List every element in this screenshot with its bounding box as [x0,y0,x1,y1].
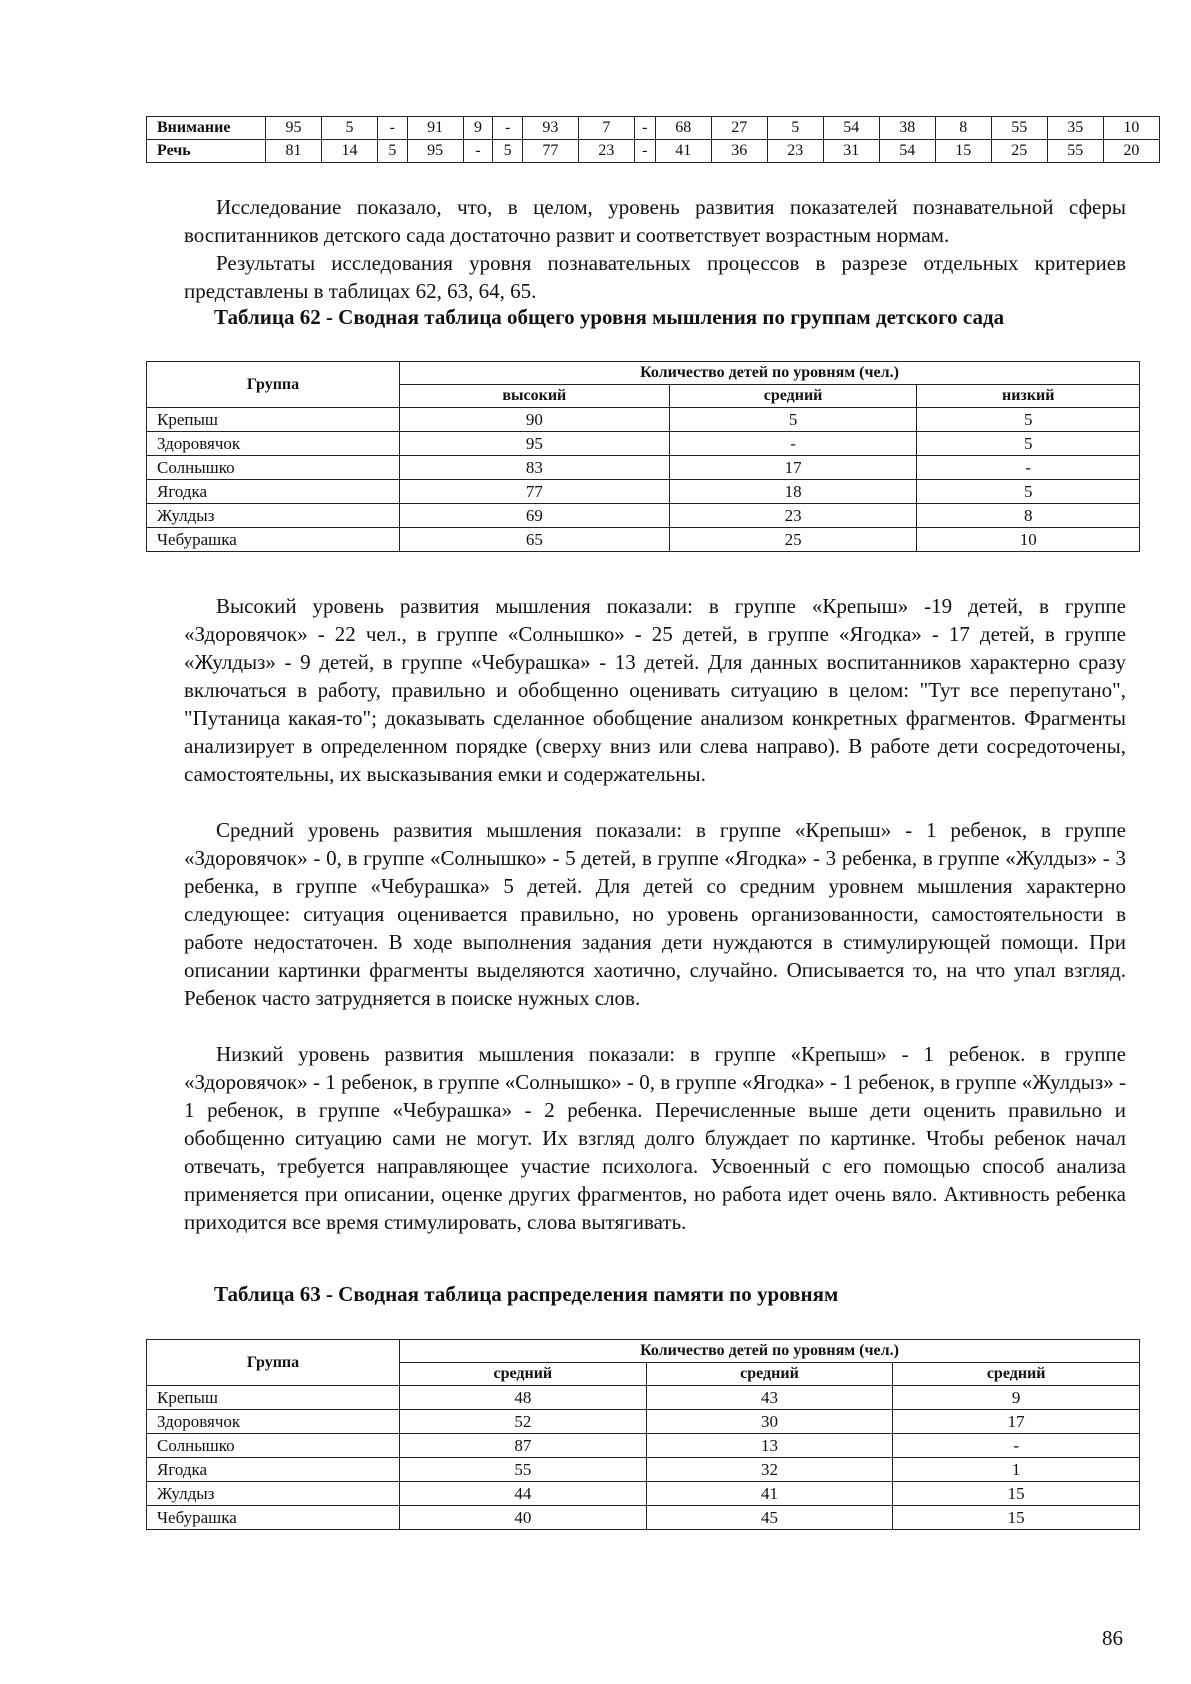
table-cell: 5 [767,117,823,140]
level-header: средний [646,1363,893,1386]
count-column-header: Количество детей по уровням (чел.) [400,362,1140,385]
table-row [147,432,1140,456]
table-cell: - [634,117,655,140]
group-name: Здоровячок [147,432,400,456]
table-row [147,528,1140,552]
paragraph-high-level: Высокий уровень развития мышления показали: в группе «Крепыш» -19 детей, в группе «Здоровячок» - 22 чел., в группе «Солнышко» - 25 детей, в группе «Ягодка» - 17 детей, в группе «Жулдыз» - 9 детей, в группе «Чебурашка» - 13 детей. Для данных воспитанников характерно сразу включаться в работу, правильно и обобщенно оценивать ситуацию в целом: "Тут все перепутано", "Путаница какая-то"; доказывать сделанное обобщение анализом конкретных фрагментов. Фрагменты анализирует в определенном порядке (сверху вниз или слева направо). В работе дети сосредоточены, самостоятельны, их высказывания емки и содержательны. [184,594,1126,786]
table-63 [146,1339,1140,1530]
table-row [147,117,1160,140]
table-cell: 68 [655,117,711,140]
table-row [147,1410,1140,1434]
table-cell: 30 [646,1410,893,1434]
table-63-caption: Таблица 63 - Сводная таблица распределения памяти по уровням [214,1282,839,1306]
table-cell: 91 [407,117,463,140]
table-row [147,1434,1140,1458]
table-cell: 48 [400,1386,647,1410]
paragraph-low-level: Низкий уровень развития мышления показали: в группе «Крепыш» - 1 ребенок. в группе «Здоровячок» - 1 ребенок, в группе «Солнышко» - 0, в группе «Ягодка» - 1 ребенок, в группе «Жулдыз» - 1 ребенок, в группе «Чебурашка» - 2 ребенка. Перечисленные выше дети оценить правильно и обобщенно ситуацию сами не могут. Их взгляд долго блуждает по картинке. Чтобы ребенок начал отвечать, требуется направляющее участие психолога. Усвоенный с его помощью способ анализа применяется при описании, оценке других фрагментов, но работа идет очень вяло. Активность ребенка приходится все время стимулировать, слова вытягивать. [184,1042,1126,1234]
table-cell: 23 [578,140,634,163]
table-row [147,456,1140,480]
table-cell: 95 [407,140,463,163]
table-cell: 55 [1047,140,1103,163]
table-header-row [147,1340,1140,1363]
table-cell: 18 [669,480,917,504]
table-cell: 81 [266,140,322,163]
table-cell: 52 [400,1410,647,1434]
table-cell: 25 [991,140,1047,163]
table-cell: 10 [1103,117,1159,140]
table-62-caption: Таблица 62 - Сводная таблица общего уровня мышления по группам детского сада [214,305,1005,329]
table-cell: 93 [522,117,578,140]
table-cell: 8 [917,504,1140,528]
table-cell: 5 [493,140,523,163]
table-row [147,480,1140,504]
group-name: Крепыш [147,1386,400,1410]
group-name: Жулдыз [147,1482,400,1506]
paragraph-results-intro: Результаты исследования уровня познавательных процессов в разрезе отдельных критериев представлены в таблицах 62, 63, 64, 65. [184,251,1126,303]
group-column-header: Группа [147,1340,400,1386]
group-name: Солнышко [147,1434,400,1458]
table-cell: 25 [669,528,917,552]
table-row [147,504,1140,528]
table-cell: 55 [400,1458,647,1482]
table-header-row [147,362,1140,385]
table-cell: - [669,432,917,456]
group-column-header: Группа [147,362,400,408]
table-cell: 5 [917,432,1140,456]
table-cell: 15 [893,1482,1140,1506]
table-cell: 15 [935,140,991,163]
table-cell: 8 [935,117,991,140]
table-cell: 9 [463,117,493,140]
table-cell: 38 [879,117,935,140]
table-cell: 35 [1047,117,1103,140]
table-cell: - [917,456,1140,480]
group-name: Крепыш [147,408,400,432]
table-cell: 90 [400,408,670,432]
table-cell: 77 [400,480,670,504]
table-cell: 9 [893,1386,1140,1410]
group-name: Солнышко [147,456,400,480]
table-row [147,408,1140,432]
table-row [147,140,1160,163]
table-cell: 95 [266,117,322,140]
table-cell: 95 [400,432,670,456]
row-label: Речь [147,140,266,163]
table-cell: 31 [823,140,879,163]
table-cell: 54 [879,140,935,163]
paragraph-summary: Исследование показало, что, в целом, уровень развития показателей познавательной сферы воспитанников детского сада достаточно развит и соответствует возрастным нормам. [184,195,1126,247]
table-cell: 13 [646,1434,893,1458]
table-cell: 5 [917,480,1140,504]
level-header: средний [669,385,917,408]
page-number: 86 [1102,1626,1123,1650]
group-name: Чебурашка [147,1506,400,1530]
table-cell: - [463,140,493,163]
table-cell: 41 [646,1482,893,1506]
table-cell: 5 [322,117,378,140]
continuation-table [146,116,1160,163]
table-cell: 69 [400,504,670,528]
row-label: Внимание [147,117,266,140]
table-cell: 15 [893,1506,1140,1530]
table-cell: 65 [400,528,670,552]
table-row [147,1458,1140,1482]
table-62 [146,361,1140,552]
table-cell: 23 [767,140,823,163]
table-cell: 23 [669,504,917,528]
table-cell: 40 [400,1506,647,1530]
count-column-header: Количество детей по уровням (чел.) [400,1340,1140,1363]
group-name: Ягодка [147,1458,400,1482]
paragraph-medium-level: Средний уровень развития мышления показали: в группе «Крепыш» - 1 ребенок, в группе «Здоровячок» - 0, в группе «Солнышко» - 5 детей, в группе «Ягодка» - 3 ребенка, в группе «Жулдыз» - 3 ребенка, в группе «Чебурашка» 5 детей. Для детей со средним уровнем мышления характерно следующее: ситуация оценивается правильно, но уровень организованности, самостоятельности в работе недостаточен. В ходе выполнения задания дети нуждаются в стимулирующей помощи. При описании картинки фрагменты выделяются хаотично, случайно. Описывается то, на что упал взгляд. Ребенок часто затрудняется в поиске нужных слов. [184,818,1126,1010]
table-cell: 14 [322,140,378,163]
level-header: высокий [400,385,670,408]
table-cell: 5 [669,408,917,432]
level-header: низкий [917,385,1140,408]
table-cell: 1 [893,1458,1140,1482]
table-cell: 32 [646,1458,893,1482]
table-row [147,1482,1140,1506]
table-cell: 77 [522,140,578,163]
group-name: Жулдыз [147,504,400,528]
group-name: Здоровячок [147,1410,400,1434]
table-cell: 20 [1103,140,1159,163]
table-cell: 27 [711,117,767,140]
table-cell: 7 [578,117,634,140]
table-cell: 36 [711,140,767,163]
table-cell: - [634,140,655,163]
level-header: средний [893,1363,1140,1386]
group-name: Ягодка [147,480,400,504]
table-cell: 17 [893,1410,1140,1434]
table-cell: 83 [400,456,670,480]
table-cell: 10 [917,528,1140,552]
level-header: средний [400,1363,647,1386]
table-row [147,1386,1140,1410]
table-cell: 43 [646,1386,893,1410]
table-cell: - [493,117,523,140]
table-cell: 87 [400,1434,647,1458]
group-name: Чебурашка [147,528,400,552]
table-cell: 5 [917,408,1140,432]
table-row [147,1506,1140,1530]
table-cell: 55 [991,117,1047,140]
table-cell: 45 [646,1506,893,1530]
table-cell: 5 [378,140,408,163]
table-cell: 41 [655,140,711,163]
table-cell: - [378,117,408,140]
table-cell: 17 [669,456,917,480]
table-cell: 44 [400,1482,647,1506]
table-cell: - [893,1434,1140,1458]
table-cell: 54 [823,117,879,140]
